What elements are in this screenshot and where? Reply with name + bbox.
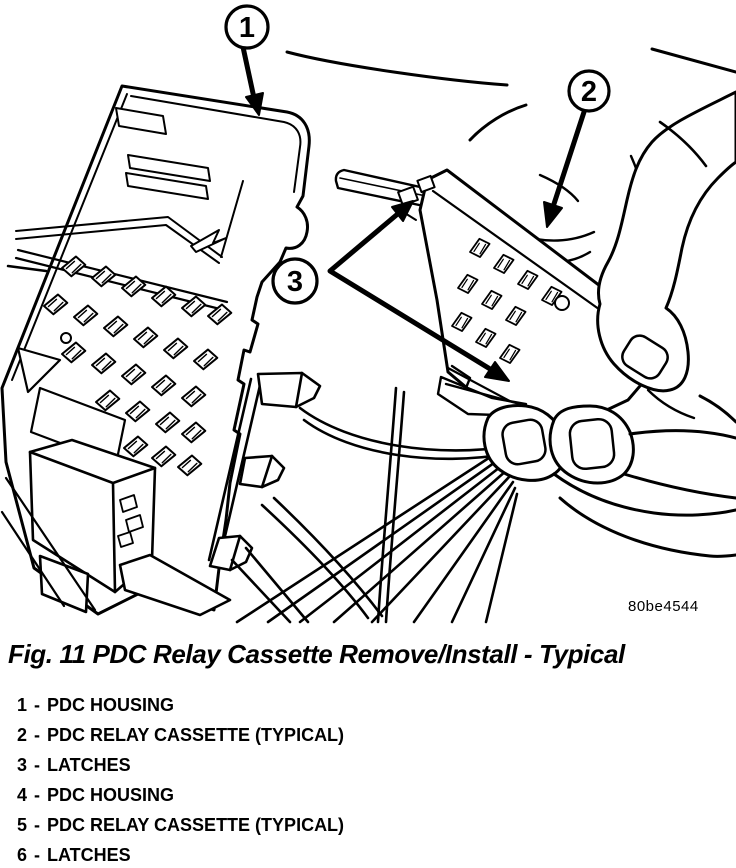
legend-separator: - <box>34 755 41 775</box>
legend-item <box>17 840 344 868</box>
callout-1-number: 1 <box>238 12 256 44</box>
middle-finger-nail <box>569 418 616 470</box>
figure-caption: Fig. 11 PDC Relay Cassette Remove/Install - Typical <box>8 639 625 669</box>
legend-separator: - <box>34 785 41 805</box>
callout-2-number: 2 <box>580 76 598 108</box>
wiring-harness-illustration <box>232 388 517 622</box>
artwork-code: 80be4544 <box>628 598 699 615</box>
callout-1-arrow <box>243 47 254 98</box>
legend-item-number: 1 <box>17 695 28 715</box>
callout-2-arrow <box>552 112 584 210</box>
callout-1 <box>226 6 268 115</box>
legend-item <box>17 690 344 720</box>
pdc-housing-illustration <box>2 86 431 615</box>
legend-item-number: 2 <box>17 725 28 745</box>
callout-2 <box>544 71 609 227</box>
legend-item-label: LATCHES <box>47 845 131 865</box>
legend-item-number: 6 <box>17 845 28 865</box>
legend-item-label: PDC HOUSING <box>47 695 175 715</box>
callout-3-number: 3 <box>286 266 304 298</box>
legend-separator: - <box>34 815 41 835</box>
legend-item <box>17 750 344 780</box>
legend-item <box>17 810 344 840</box>
legend-item-label: LATCHES <box>47 755 131 775</box>
legend-item-number: 4 <box>17 785 28 805</box>
legend-item <box>17 720 344 750</box>
legend-separator: - <box>34 725 41 745</box>
legend-item-number: 3 <box>17 755 28 775</box>
index-finger-nail <box>501 418 548 466</box>
legend-separator: - <box>34 845 41 865</box>
legend-item <box>17 780 344 810</box>
legend-separator: - <box>34 695 41 715</box>
legend-item-label: PDC RELAY CASSETTE (TYPICAL) <box>47 725 345 745</box>
legend-item-label: PDC HOUSING <box>47 785 175 805</box>
legend-item-number: 5 <box>17 815 28 835</box>
thumb <box>598 92 736 391</box>
legend-item-label: PDC RELAY CASSETTE (TYPICAL) <box>47 815 345 835</box>
figure-legend <box>17 690 344 868</box>
